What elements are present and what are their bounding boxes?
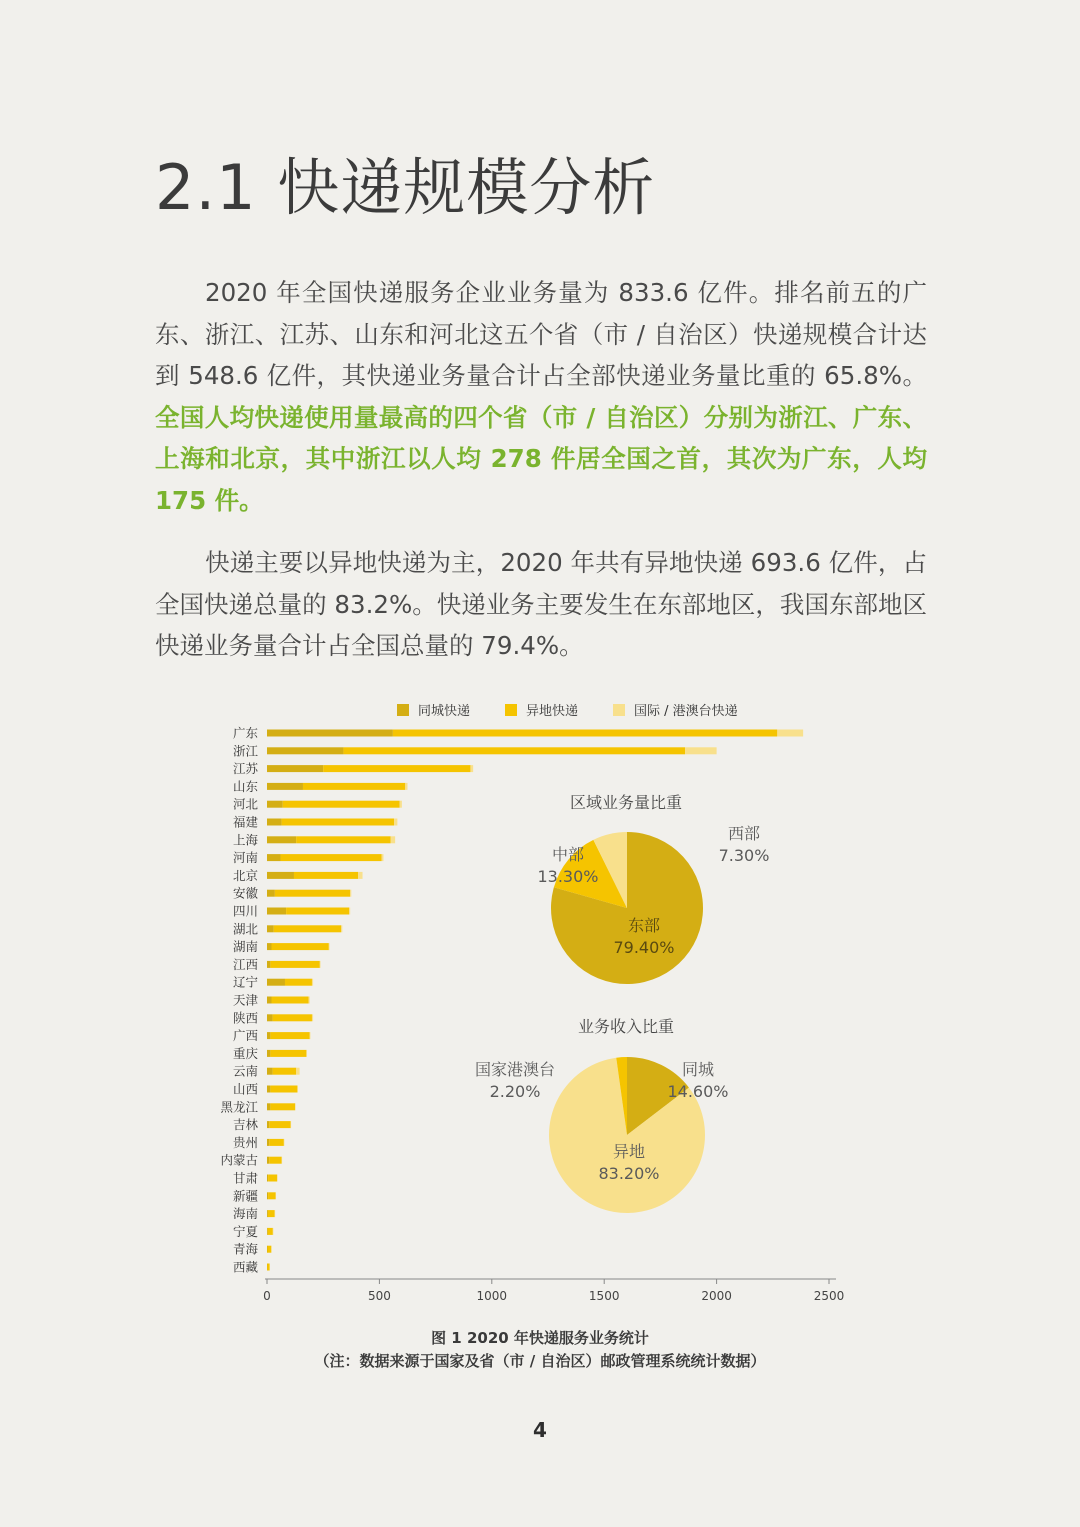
bar-segment <box>267 819 282 826</box>
paragraph-1-highlight: 全国人均快递使用量最高的四个省（市 / 自治区）分别为浙江、广东、上海和北京，其中浙江以人均 278 件居全国之首，其次为广东，人均 175 件。 <box>155 402 927 515</box>
bar-segment <box>277 1175 278 1182</box>
bar-segment <box>285 979 312 986</box>
category-label: 四川 <box>232 903 258 919</box>
pie-label-value: 83.20% <box>598 1164 660 1183</box>
category-label: 黑龙江 <box>220 1099 258 1115</box>
category-label: 福建 <box>232 814 258 830</box>
pie-label-value: 13.30% <box>537 867 599 886</box>
bar-segment <box>286 908 349 915</box>
bar-segment <box>268 1175 277 1182</box>
bar-segment <box>268 1192 275 1199</box>
bar-segment <box>270 1050 306 1057</box>
bar-segment <box>267 730 393 737</box>
pie-label-value: 2.20% <box>489 1082 541 1101</box>
bar-segment <box>267 997 271 1004</box>
bar-segment <box>267 1103 270 1110</box>
bar-segment <box>323 765 470 772</box>
legend-label: 异地快递 <box>526 704 579 719</box>
category-label: 新疆 <box>232 1188 258 1204</box>
bar-segment <box>267 979 285 986</box>
bar-segment <box>267 836 296 843</box>
bar-segment <box>400 801 402 808</box>
bar-segment <box>267 1246 268 1253</box>
category-label: 海南 <box>232 1206 258 1222</box>
bar-segment <box>267 1014 273 1021</box>
category-label: 湖南 <box>232 939 258 955</box>
bar-segment <box>268 1228 273 1235</box>
bar-segment <box>297 1086 298 1093</box>
bar-segment <box>267 1139 269 1146</box>
bar-segment <box>269 1139 284 1146</box>
bar-segment <box>393 730 777 737</box>
category-label: 山西 <box>232 1081 258 1097</box>
bar-segment <box>341 925 342 932</box>
x-tick-label: 2000 <box>701 1289 732 1303</box>
bar-segment <box>295 1103 296 1110</box>
paragraph-1 <box>155 272 927 521</box>
legend-label: 国际 / 港澳台快递 <box>634 704 738 719</box>
legend-swatch <box>613 704 625 716</box>
bar-segment <box>273 1014 312 1021</box>
pie-title: 业务收入比重 <box>577 1017 675 1036</box>
bar-segment <box>275 890 350 897</box>
bar-segment <box>269 1121 290 1128</box>
x-tick-label: 0 <box>263 1289 271 1303</box>
bar-segment <box>283 801 400 808</box>
category-label: 上海 <box>232 832 258 848</box>
bar-segment <box>282 819 394 826</box>
category-label: 贵州 <box>232 1134 258 1150</box>
paragraph-1-text: 2020 年全国快递服务企业业务量为 833.6 亿件。排名前五的广东、浙江、江苏、山东和河北这五个省（市 / 自治区）快递规模合计达到 548.6 亿件，其快递业务量合计占全部快递业务量比重的 65.8%。 <box>155 278 927 390</box>
page-title: 2.1 快递规模分析 <box>155 151 656 224</box>
bar-segment <box>267 961 270 968</box>
bar-segment <box>296 836 390 843</box>
legend-swatch <box>505 704 517 716</box>
bar-segment <box>267 943 271 950</box>
bar-segment <box>358 872 362 879</box>
category-label: 山东 <box>232 778 258 794</box>
figure <box>0 690 1080 1310</box>
bar-segment <box>273 1228 274 1235</box>
bar-segment <box>320 961 321 968</box>
figure-note: （注：数据来源于国家及省（市 / 自治区）邮政管理系统统计数据） <box>314 1352 766 1370</box>
pie-label-name: 同城 <box>681 1060 715 1079</box>
bar-segment <box>343 747 685 754</box>
bar-segment <box>273 1068 297 1075</box>
category-label: 陕西 <box>232 1010 258 1026</box>
category-label: 江西 <box>232 956 258 972</box>
bar-segment <box>267 1121 269 1128</box>
bar-segment <box>270 1103 295 1110</box>
bar-segment <box>329 943 330 950</box>
category-label: 辽宁 <box>232 974 258 990</box>
pie-label-value: 7.30% <box>718 846 770 865</box>
bar-segment <box>391 836 395 843</box>
category-label: 湖北 <box>232 921 258 937</box>
bar-segment <box>267 908 286 915</box>
chart-svg <box>0 690 1080 1310</box>
bar-segment <box>267 1175 268 1182</box>
pie-title: 区域业务量比重 <box>569 793 683 812</box>
legend-swatch <box>397 704 409 716</box>
category-label: 重庆 <box>232 1045 258 1061</box>
category-label: 天津 <box>232 992 258 1008</box>
bar-segment <box>267 783 303 790</box>
bar-segment <box>777 730 803 737</box>
bar-segment <box>267 1032 270 1039</box>
bar-segment <box>282 1157 283 1164</box>
bar-segment <box>267 1228 268 1235</box>
pie-label-value: 79.40% <box>613 938 675 957</box>
bar-segment <box>267 890 275 897</box>
bar-segment <box>269 1157 281 1164</box>
bar-segment <box>405 783 407 790</box>
legend-label: 同城快递 <box>418 704 471 719</box>
category-label: 青海 <box>232 1241 258 1257</box>
bar-segment <box>382 854 384 861</box>
bar-segment <box>267 1264 269 1271</box>
pie-label-name: 东部 <box>627 916 661 935</box>
category-label: 西藏 <box>232 1259 258 1275</box>
category-label: 安徽 <box>232 885 258 901</box>
bar-segment <box>294 872 358 879</box>
bar-segment <box>268 1210 275 1217</box>
bar-segment <box>267 1192 268 1199</box>
figure-caption: 图 1 2020 年快递服务业务统计 <box>431 1329 649 1347</box>
pie-label-name: 异地 <box>612 1142 646 1161</box>
bar-segment <box>276 1192 277 1199</box>
pie-label-name: 中部 <box>551 845 585 864</box>
bar-segment <box>470 765 473 772</box>
bar-segment <box>267 854 280 861</box>
category-label: 广东 <box>232 725 258 741</box>
bar-segment <box>303 783 405 790</box>
bar-segment <box>267 1157 269 1164</box>
bar-segment <box>280 854 381 861</box>
bar-segment <box>270 1086 297 1093</box>
x-tick-label: 500 <box>367 1289 391 1303</box>
category-label: 甘肃 <box>232 1170 258 1186</box>
bar-segment <box>269 1264 270 1271</box>
bar-segment <box>270 961 319 968</box>
bar-segment <box>267 747 343 754</box>
bar-segment <box>271 943 328 950</box>
category-label: 云南 <box>232 1063 258 1079</box>
bar-segment <box>312 1014 313 1021</box>
bar-segment <box>271 1246 272 1253</box>
paragraph-2-text: 快递主要以异地快递为主，2020 年共有异地快递 693.6 亿件，占全国快递总量的 83.2%。快递业务主要发生在东部地区，我国东部地区快递业务量合计占全国总量的 79.4%。 <box>155 548 927 660</box>
bar-segment <box>310 1032 311 1039</box>
paragraph-2 <box>155 542 927 667</box>
bar-segment <box>267 925 274 932</box>
bar-segment <box>312 979 313 986</box>
category-label: 河北 <box>232 796 258 812</box>
bar-segment <box>349 908 350 915</box>
bar-segment <box>274 925 341 932</box>
x-tick-label: 1000 <box>476 1289 508 1303</box>
bar-segment <box>267 801 283 808</box>
bar-segment <box>271 997 308 1004</box>
bar-segment <box>284 1139 285 1146</box>
bar-segment <box>267 1210 268 1217</box>
category-label: 河南 <box>232 850 258 866</box>
x-tick-label: 2500 <box>813 1289 845 1303</box>
bar-segment <box>275 1210 276 1217</box>
bar-segment <box>306 1050 307 1057</box>
bar-segment <box>267 1246 271 1253</box>
bar-segment <box>270 1032 309 1039</box>
category-label: 浙江 <box>232 743 258 759</box>
bar-segment <box>267 765 323 772</box>
page-number: 4 <box>533 1418 547 1442</box>
category-label: 广西 <box>232 1028 258 1044</box>
category-label: 江苏 <box>232 761 258 777</box>
bar-segment <box>296 1068 299 1075</box>
pie-label-name: 西部 <box>727 824 761 843</box>
x-tick-label: 1500 <box>588 1289 620 1303</box>
bar-segment <box>267 1068 273 1075</box>
bar-segment <box>267 872 294 879</box>
bar-segment <box>291 1121 292 1128</box>
bar-segment <box>350 890 351 897</box>
bar-segment <box>309 997 310 1004</box>
bar-segment <box>685 747 716 754</box>
category-label: 宁夏 <box>232 1223 258 1239</box>
pie-label-value: 14.60% <box>667 1082 729 1101</box>
category-label: 北京 <box>232 867 258 883</box>
category-label: 内蒙古 <box>220 1152 258 1168</box>
bar-segment <box>394 819 397 826</box>
category-label: 吉林 <box>232 1117 258 1133</box>
bar-segment <box>267 1050 270 1057</box>
bar-segment <box>267 1086 270 1093</box>
pie-label-name: 国家港澳台 <box>474 1060 556 1079</box>
